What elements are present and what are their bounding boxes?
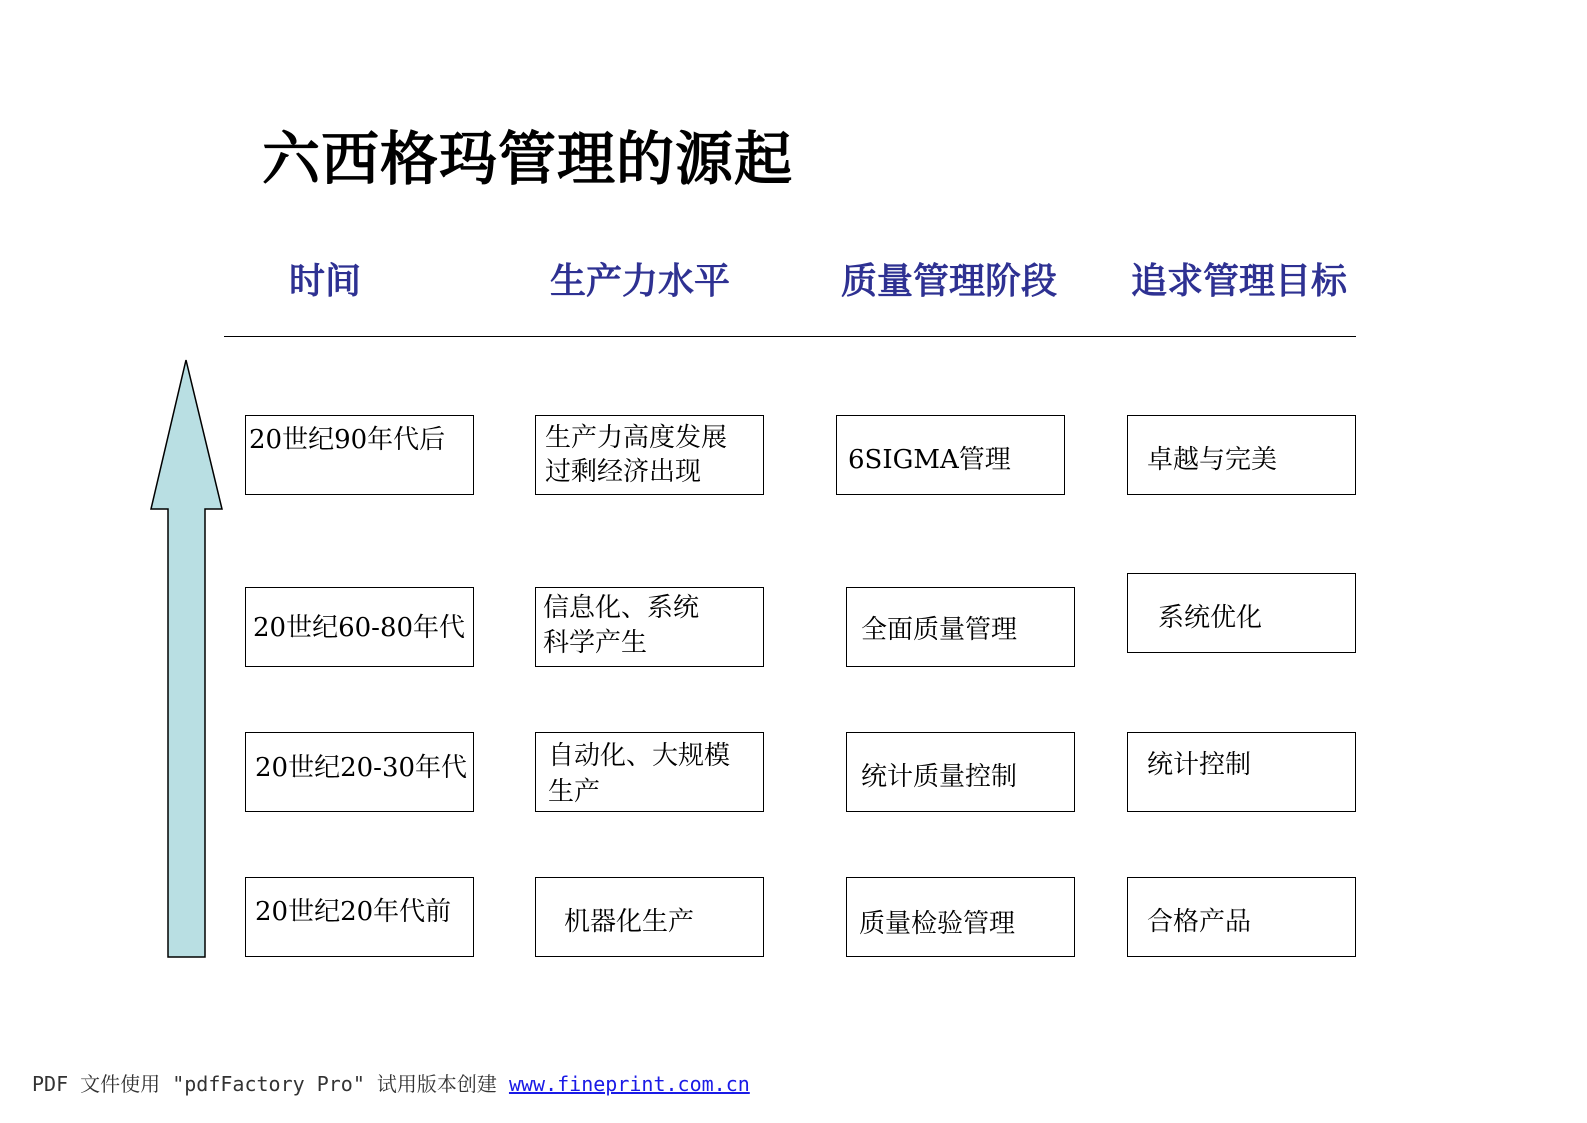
row4-productivity-box — [535, 877, 764, 957]
row1-productivity-box — [535, 415, 764, 495]
row1-goal-box — [1127, 415, 1356, 495]
time-up-arrow-icon — [148, 356, 228, 962]
row2-productivity-line2: 科学产生 — [543, 628, 648, 658]
row3-time-text: 20世纪20-30年代 — [255, 753, 468, 783]
header-divider — [224, 336, 1356, 337]
row2-time-text: 20世纪60-80年代 — [253, 613, 466, 643]
row3-productivity-line2: 生产 — [548, 777, 601, 807]
row4-time-text: 20世纪20年代前 — [255, 897, 452, 927]
row3-goal-box — [1127, 732, 1356, 812]
row3-quality-text: 统计质量控制 — [861, 762, 1018, 792]
row3-productivity-line1: 自动化、大规模 — [548, 741, 731, 771]
row1-time-text: 20世纪90年代后 — [249, 425, 446, 455]
row1-productivity-line1: 生产力高度发展 — [545, 423, 728, 453]
row3-time-box — [245, 732, 474, 812]
header-productivity: 生产力水平 — [550, 261, 731, 302]
header-time: 时间 — [289, 261, 362, 302]
footer-text: PDF 文件使用 "pdfFactory Pro" 试用版本创建 — [32, 1072, 509, 1096]
row4-productivity-line1: 机器化生产 — [564, 907, 695, 937]
row1-time-box — [245, 415, 474, 495]
row4-quality-text: 质量检验管理 — [859, 909, 1016, 939]
row2-productivity-box — [535, 587, 764, 667]
row3-goal-text: 统计控制 — [1147, 750, 1252, 780]
footer-watermark — [32, 1068, 750, 1097]
row1-quality-text: 6SIGMA管理 — [848, 445, 1011, 475]
row4-quality-box — [846, 877, 1075, 957]
row4-goal-box — [1127, 877, 1356, 957]
row4-goal-text: 合格产品 — [1147, 907, 1252, 937]
row3-quality-box — [846, 732, 1075, 812]
row4-time-box — [245, 877, 474, 957]
footer-link[interactable]: www.fineprint.com.cn — [508, 1072, 750, 1096]
row2-time-box — [245, 587, 474, 667]
row3-productivity-box — [535, 732, 764, 812]
row2-productivity-line1: 信息化、系统 — [543, 593, 700, 623]
page-title: 六西格玛管理的源起 — [262, 125, 794, 193]
row2-goal-box — [1127, 573, 1356, 653]
row2-quality-text: 全面质量管理 — [861, 615, 1018, 645]
row1-quality-box — [836, 415, 1065, 495]
row1-goal-text: 卓越与完美 — [1147, 445, 1278, 475]
row2-quality-box — [846, 587, 1075, 667]
row2-goal-text: 系统优化 — [1158, 603, 1263, 633]
row1-productivity-line2: 过剩经济出现 — [545, 457, 702, 487]
header-quality-stage: 质量管理阶段 — [841, 261, 1058, 302]
header-goal: 追求管理目标 — [1131, 261, 1348, 302]
